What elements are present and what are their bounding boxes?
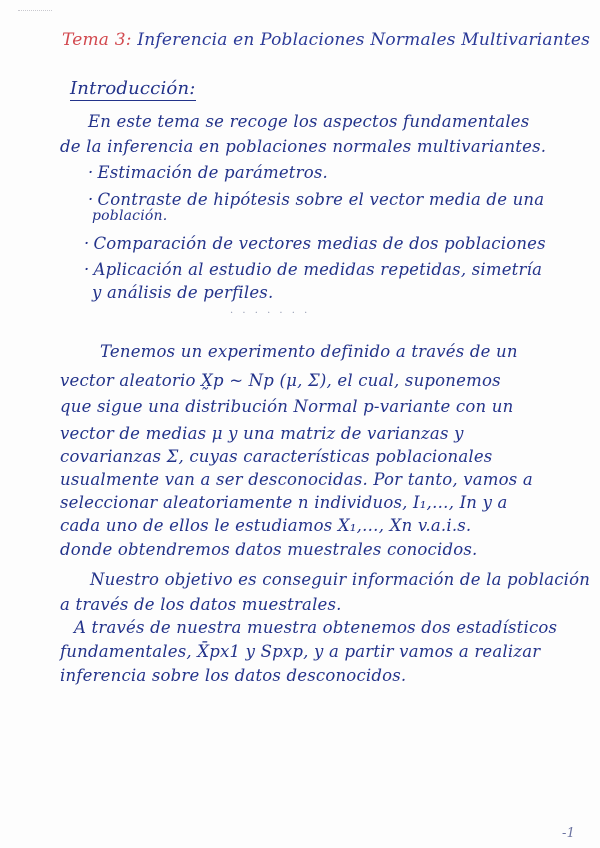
bullet-continuation: población.: [92, 208, 168, 224]
paragraph-1-line: covarianzas Σ, cuyas características poblacionales: [60, 447, 493, 466]
page-number: -1: [562, 826, 576, 841]
page-title: [62, 30, 590, 50]
separator-dots: · · · · · · ·: [230, 308, 311, 319]
paragraph-2-line: Nuestro objetivo es conseguir información de la población: [90, 570, 591, 589]
intro-line-2: de la inferencia en poblaciones normales multivariantes.: [60, 137, 547, 156]
bullet-text: Aplicación al estudio de medidas repetidas, simetría: [93, 260, 543, 279]
bullet-continuation: y análisis de perfiles.: [92, 283, 274, 302]
bullet-item: [84, 234, 546, 253]
paragraph-1-line: cada uno de ellos le estudiamos X₁,…, Xn v.a.i.s.: [60, 516, 472, 535]
bullet-text: Contraste de hipótesis sobre el vector media de una: [97, 190, 545, 209]
section-heading: Introducción:: [70, 78, 196, 99]
bullet-item: [88, 190, 544, 209]
bullet-text: Estimación de parámetros.: [97, 163, 328, 182]
paragraph-1-line: seleccionar aleatoriamente n individuos, I₁,…, In y a: [60, 493, 508, 512]
paragraph-3-line: A través de nuestra muestra obtenemos dos estadísticos: [74, 618, 558, 637]
paragraph-1-line: Tenemos un experimento definido a través de un: [100, 342, 518, 361]
bullet-dot: ·: [84, 260, 90, 279]
bullet-item: [88, 163, 328, 182]
title-prefix: Tema 3:: [62, 30, 132, 50]
paragraph-1-line: vector de medias μ y una matriz de varianzas y: [60, 424, 464, 443]
bullet-dot: ·: [84, 234, 90, 253]
paragraph-3-line: fundamentales, X̄px1 y Spxp, y a partir vamos a realizar: [60, 642, 541, 661]
corner-mark: [18, 10, 52, 13]
paragraph-1-line: que sigue una distribución Normal p-variante con un: [60, 397, 514, 416]
paragraph-1-line: vector aleatorio X̰p ~ Np (μ, Σ), el cual, suponemos: [60, 371, 501, 390]
bullet-dot: ·: [88, 190, 94, 209]
title-text: Inferencia en Poblaciones Normales Multivariantes: [137, 30, 591, 50]
paragraph-1-line: donde obtendremos datos muestrales conocidos.: [60, 540, 478, 559]
bullet-item: [84, 260, 542, 279]
bullet-dot: ·: [88, 163, 94, 182]
paragraph-3-line: inferencia sobre los datos desconocidos.: [60, 666, 407, 685]
bullet-text: Comparación de vectores medias de dos poblaciones: [93, 234, 546, 253]
intro-line-1: En este tema se recoge los aspectos fundamentales: [88, 112, 530, 131]
paragraph-2-line: a través de los datos muestrales.: [60, 595, 342, 614]
paragraph-1-line: usualmente van a ser desconocidas. Por tanto, vamos a: [60, 470, 533, 489]
